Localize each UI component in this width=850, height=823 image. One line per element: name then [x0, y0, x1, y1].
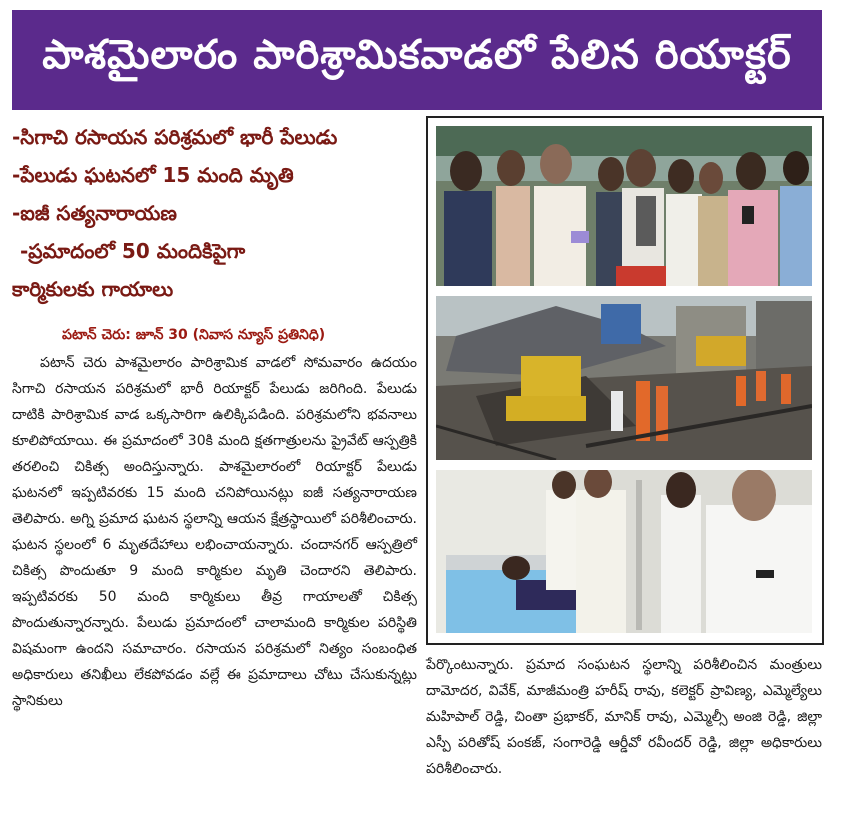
headline-banner: [12, 10, 822, 110]
headline: పాశమైలారం పారిశ్రామికవాడలో పేలిన రియాక్టర్: [42, 32, 792, 78]
article-paragraph: పటాన్ చెరు పాశమైలారం పారిశ్రామిక వాడలో సోమవారం ఉదయం సిగాచి రసాయన పరిశ్రమలో భారీ రియాక్టర్ పేలుడు జరిగింది. పేలుడు దాటికి పారిశ్రామిక వాడ ఒక్కసారిగా ఉలిక్కిపడింది. పరిశ్రమలోని భవనాలు కూలిపోయాయి. ఈ ప్రమాదంలో 30కి మంది క్షతగాత్రులను ప్రైవేట్ ఆస్పత్రికి తరలించి చికిత్స అందిస్తున్నారు. పాశమైలారంలో రియాక్టర్ పేలుడు ఘటనలో ఇప్పటివరకు 15 మంది చనిపోయినట్లు ఐజీ సత్యనారాయణ తెలిపారు. అగ్ని ప్రమాద ఘటన స్థలాన్ని ఆయన క్షేత్రస్థాయిలో పరిశీలించారు. ఘటన స్థలంలో 6 మృతదేహాలు లభించాయన్నారు. చందానగర్ ఆస్పత్రిలో చికిత్స పొందుతూ 9 మంది కార్మికుల మృతి చెందారని తెలిపారు. ఇప్పటివరకు 50 మంది కార్మికులు తీవ్ర గాయాలతో చికిత్స పొందుతున్నారన్నారు. పేలుడు ప్రమాదంలో చాలామంది కార్మికుల పరిస్థితి విషమంగా ఉందని సమాచారం. రసాయన పరిశ్రమలో నిత్యం సంబంధిత అధికారులు తనిఖీలు లేకపోవడం వల్లే ఈ ప్రమాదాలు చోటు చేసుకున్నట్లు స్థానికులు: [12, 355, 417, 709]
dateline: పటాన్ చెరు: జూన్ 30 (నివాస న్యూస్ ప్రతినిధి): [62, 327, 326, 343]
continuation-paragraph: పేర్కొంటున్నారు. ప్రమాద సంఘటన స్థలాన్ని పరిశీలించిన మంత్రులు దామోదర, వివేక్, మాజీమంత్రి హరీష్ రావు, కలెక్టర్ ప్రావిణ్య, ఎమ్మెల్యేలు మహిపాల్ రెడ్డి, చింతా ప్రభాకర్, మానిక్ రావు, ఎమ్మెల్సీ అంజి రెడ్డి, జిల్లా ఎస్పీ పరితోష్ పంకజ్, సంగారెడ్డి ఆర్డీవో రవీందర్ రెడ్డి, జిల్లా అధికారులు పరిశీలించారు.: [426, 657, 822, 777]
highlight-item: -సిగాచి రసాయన పరిశ్రమలో భారీ పేలుడు: [12, 125, 338, 149]
article-continuation: [426, 652, 822, 782]
article-body: [12, 350, 417, 714]
press-briefing-photo: [436, 126, 812, 286]
highlight-item: కార్మికులకు గాయాలు: [12, 277, 174, 301]
highlight-item: -పేలుడు ఘటనలో 15 మంది మృతి: [12, 163, 294, 187]
highlight-item: -ఐజీ సత్యనారాయణ: [12, 201, 177, 225]
highlight-item: -ప్రమాదంలో 50 మందికిపైగా: [20, 239, 246, 263]
clipped-top-text: [0, 0, 850, 8]
photo-panel: [426, 116, 824, 645]
collapsed-factory-photo: [436, 296, 812, 460]
highlights-list: [12, 118, 417, 308]
hospital-visit-photo: [436, 470, 812, 633]
